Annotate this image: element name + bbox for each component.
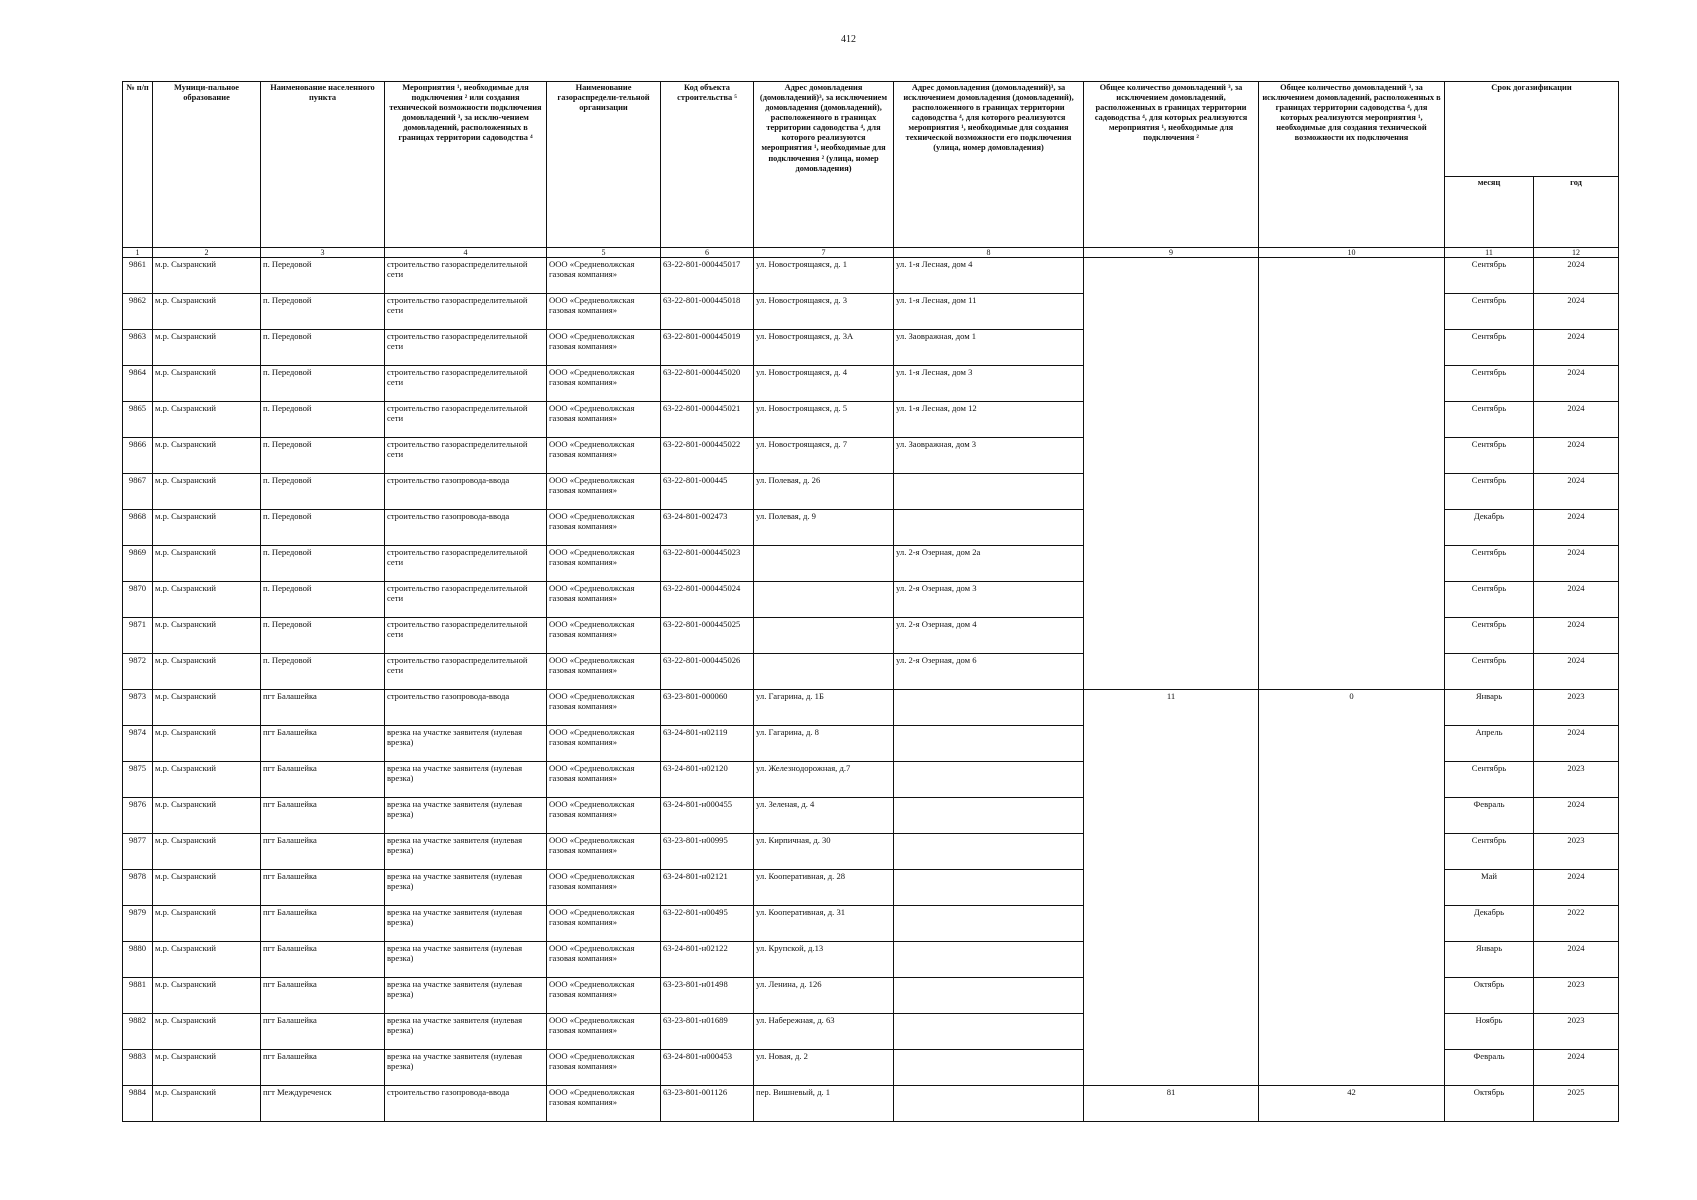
header-gas-org: Наименование газораспредели-тельной организации <box>547 82 661 248</box>
count-connection-cell <box>1084 258 1259 690</box>
object-code-cell: 63-22-801-000445022 <box>661 438 754 474</box>
address-tech-cell: ул. Заовражная, дом 3 <box>894 438 1084 474</box>
month-cell: Сентябрь <box>1445 330 1534 366</box>
year-cell: 2023 <box>1534 834 1619 870</box>
year-cell: 2024 <box>1534 330 1619 366</box>
address-connection-cell: ул. Новостроящаяся, д. 5 <box>754 402 894 438</box>
municipality-cell: м.р. Сызранский <box>153 474 261 510</box>
object-code-cell: 63-23-801-н01689 <box>661 1014 754 1050</box>
municipality-cell: м.р. Сызранский <box>153 330 261 366</box>
address-connection-cell: ул. Ленина, д. 126 <box>754 978 894 1014</box>
year-cell: 2023 <box>1534 978 1619 1014</box>
year-cell: 2024 <box>1534 942 1619 978</box>
header-month: месяц <box>1445 177 1534 248</box>
column-number-row <box>123 248 1619 258</box>
gas-org-cell: ООО «Средневолжская газовая компания» <box>547 1086 661 1122</box>
address-connection-cell: ул. Новостроящаяся, д. 3 <box>754 294 894 330</box>
object-code-cell: 63-22-801-000445 <box>661 474 754 510</box>
settlement-cell: п. Передовой <box>261 438 385 474</box>
gas-org-cell: ООО «Средневолжская газовая компания» <box>547 618 661 654</box>
object-code-cell: 63-22-801-000445019 <box>661 330 754 366</box>
column-number: 2 <box>153 248 261 258</box>
month-cell: Сентябрь <box>1445 834 1534 870</box>
event-cell: врезка на участке заявителя (нулевая врезка) <box>385 1014 547 1050</box>
row-number: 9871 <box>123 618 153 654</box>
object-code-cell: 63-22-801-000445024 <box>661 582 754 618</box>
event-cell: строительство газораспределительной сети <box>385 618 547 654</box>
year-cell: 2024 <box>1534 294 1619 330</box>
column-number: 7 <box>754 248 894 258</box>
gas-org-cell: ООО «Средневолжская газовая компания» <box>547 798 661 834</box>
address-tech-cell <box>894 690 1084 726</box>
municipality-cell: м.р. Сызранский <box>153 258 261 294</box>
settlement-cell: пгт Балашейка <box>261 1050 385 1086</box>
object-code-cell: 63-24-801-н02121 <box>661 870 754 906</box>
gas-org-cell: ООО «Средневолжская газовая компания» <box>547 294 661 330</box>
gas-org-cell: ООО «Средневолжская газовая компания» <box>547 510 661 546</box>
year-cell: 2024 <box>1534 582 1619 618</box>
row-number: 9869 <box>123 546 153 582</box>
page-number: 412 <box>841 34 856 45</box>
month-cell: Сентябрь <box>1445 294 1534 330</box>
count-tech-cell <box>1259 258 1445 690</box>
year-cell: 2023 <box>1534 690 1619 726</box>
row-number: 9863 <box>123 330 153 366</box>
municipality-cell: м.р. Сызранский <box>153 762 261 798</box>
row-number: 9872 <box>123 654 153 690</box>
gas-org-cell: ООО «Средневолжская газовая компания» <box>547 942 661 978</box>
column-number: 1 <box>123 248 153 258</box>
row-number: 9862 <box>123 294 153 330</box>
row-number: 9868 <box>123 510 153 546</box>
gas-org-cell: ООО «Средневолжская газовая компания» <box>547 762 661 798</box>
row-number: 9870 <box>123 582 153 618</box>
gas-org-cell: ООО «Средневолжская газовая компания» <box>547 726 661 762</box>
gasification-table <box>122 81 1619 1122</box>
month-cell: Апрель <box>1445 726 1534 762</box>
event-cell: строительство газораспределительной сети <box>385 654 547 690</box>
header-year: год <box>1534 177 1619 248</box>
municipality-cell: м.р. Сызранский <box>153 402 261 438</box>
gas-org-cell: ООО «Средневолжская газовая компания» <box>547 258 661 294</box>
address-connection-cell: ул. Гагарина, д. 8 <box>754 726 894 762</box>
address-connection-cell <box>754 618 894 654</box>
row-number: 9864 <box>123 366 153 402</box>
event-cell: строительство газораспределительной сети <box>385 546 547 582</box>
municipality-cell: м.р. Сызранский <box>153 1050 261 1086</box>
address-connection-cell: пер. Вишневый, д. 1 <box>754 1086 894 1122</box>
event-cell: строительство газопровода-ввода <box>385 690 547 726</box>
municipality-cell: м.р. Сызранский <box>153 1086 261 1122</box>
settlement-cell: пгт Балашейка <box>261 690 385 726</box>
settlement-cell: п. Передовой <box>261 546 385 582</box>
municipality-cell: м.р. Сызранский <box>153 726 261 762</box>
address-connection-cell: ул. Набережная, д. 63 <box>754 1014 894 1050</box>
event-cell: строительство газораспределительной сети <box>385 258 547 294</box>
row-number: 9877 <box>123 834 153 870</box>
object-code-cell: 63-22-801-000445018 <box>661 294 754 330</box>
gas-org-cell: ООО «Средневолжская газовая компания» <box>547 474 661 510</box>
address-tech-cell: ул. 1-я Лесная, дом 12 <box>894 402 1084 438</box>
year-cell: 2023 <box>1534 762 1619 798</box>
column-number: 8 <box>894 248 1084 258</box>
municipality-cell: м.р. Сызранский <box>153 690 261 726</box>
municipality-cell: м.р. Сызранский <box>153 942 261 978</box>
address-connection-cell: ул. Кооперативная, д. 31 <box>754 906 894 942</box>
object-code-cell: 63-22-801-000445017 <box>661 258 754 294</box>
address-connection-cell: ул. Новостроящаяся, д. 7 <box>754 438 894 474</box>
municipality-cell: м.р. Сызранский <box>153 798 261 834</box>
header-address-connection: Адрес домовладения (домовладений)³, за исключением домовладения (домовладений), расположенного в границах территории садоводства ⁴, для которого реализуются мероприятия ¹, необходимые для подключения ² (улица, номер домовладения) <box>754 82 894 248</box>
municipality-cell: м.р. Сызранский <box>153 366 261 402</box>
year-cell: 2024 <box>1534 726 1619 762</box>
gas-org-cell: ООО «Средневолжская газовая компания» <box>547 438 661 474</box>
column-number: 10 <box>1259 248 1445 258</box>
gas-org-cell: ООО «Средневолжская газовая компания» <box>547 978 661 1014</box>
address-tech-cell: ул. 2-я Озерная, дом 2а <box>894 546 1084 582</box>
address-tech-cell <box>894 1086 1084 1122</box>
address-tech-cell <box>894 474 1084 510</box>
row-number: 9880 <box>123 942 153 978</box>
event-cell: врезка на участке заявителя (нулевая врезка) <box>385 726 547 762</box>
month-cell: Январь <box>1445 942 1534 978</box>
header-count-connection: Общее количество домовладений ³, за исключением домовладений, расположенных в границах территории садоводства ⁴, для которых реализуются мероприятия ¹, необходимые для подключения ² <box>1084 82 1259 248</box>
municipality-cell: м.р. Сызранский <box>153 906 261 942</box>
settlement-cell: п. Передовой <box>261 654 385 690</box>
row-number: 9882 <box>123 1014 153 1050</box>
month-cell: Сентябрь <box>1445 402 1534 438</box>
address-tech-cell <box>894 870 1084 906</box>
year-cell: 2023 <box>1534 1014 1619 1050</box>
month-cell: Февраль <box>1445 798 1534 834</box>
month-cell: Сентябрь <box>1445 654 1534 690</box>
year-cell: 2024 <box>1534 402 1619 438</box>
column-number: 3 <box>261 248 385 258</box>
address-connection-cell: ул. Кооперативная, д. 28 <box>754 870 894 906</box>
column-number: 12 <box>1534 248 1619 258</box>
event-cell: строительство газопровода-ввода <box>385 510 547 546</box>
municipality-cell: м.р. Сызранский <box>153 1014 261 1050</box>
address-connection-cell: ул. Новостроящаяся, д. 3А <box>754 330 894 366</box>
event-cell: врезка на участке заявителя (нулевая врезка) <box>385 762 547 798</box>
address-tech-cell <box>894 906 1084 942</box>
month-cell: Январь <box>1445 690 1534 726</box>
table-body <box>123 258 1619 1122</box>
address-connection-cell <box>754 654 894 690</box>
year-cell: 2025 <box>1534 1086 1619 1122</box>
event-cell: врезка на участке заявителя (нулевая врезка) <box>385 978 547 1014</box>
settlement-cell: п. Передовой <box>261 402 385 438</box>
event-cell: строительство газораспределительной сети <box>385 330 547 366</box>
object-code-cell: 63-24-801-н000453 <box>661 1050 754 1086</box>
row-number: 9867 <box>123 474 153 510</box>
object-code-cell: 63-23-801-001126 <box>661 1086 754 1122</box>
month-cell: Октябрь <box>1445 1086 1534 1122</box>
year-cell: 2022 <box>1534 906 1619 942</box>
address-tech-cell <box>894 1050 1084 1086</box>
column-number: 4 <box>385 248 547 258</box>
header-municipality: Муници-пальное образование <box>153 82 261 248</box>
row-number: 9865 <box>123 402 153 438</box>
row-number: 9861 <box>123 258 153 294</box>
year-cell: 2024 <box>1534 258 1619 294</box>
object-code-cell: 63-24-801-н000455 <box>661 798 754 834</box>
gas-org-cell: ООО «Средневолжская газовая компания» <box>547 366 661 402</box>
address-tech-cell: ул. Заовражная, дом 1 <box>894 330 1084 366</box>
settlement-cell: пгт Балашейка <box>261 978 385 1014</box>
year-cell: 2024 <box>1534 510 1619 546</box>
settlement-cell: пгт Балашейка <box>261 942 385 978</box>
event-cell: врезка на участке заявителя (нулевая врезка) <box>385 870 547 906</box>
municipality-cell: м.р. Сызранский <box>153 294 261 330</box>
row-number: 9879 <box>123 906 153 942</box>
address-tech-cell: ул. 1-я Лесная, дом 4 <box>894 258 1084 294</box>
event-cell: строительство газораспределительной сети <box>385 582 547 618</box>
object-code-cell: 63-22-801-000445021 <box>661 402 754 438</box>
month-cell: Сентябрь <box>1445 438 1534 474</box>
event-cell: строительство газораспределительной сети <box>385 366 547 402</box>
object-code-cell: 63-22-801-000445025 <box>661 618 754 654</box>
settlement-cell: п. Передовой <box>261 366 385 402</box>
address-connection-cell: ул. Железнодорожная, д.7 <box>754 762 894 798</box>
settlement-cell: пгт Балашейка <box>261 870 385 906</box>
address-tech-cell <box>894 942 1084 978</box>
count-connection-cell: 81 <box>1084 1086 1259 1122</box>
month-cell: Ноябрь <box>1445 1014 1534 1050</box>
event-cell: строительство газопровода-ввода <box>385 474 547 510</box>
settlement-cell: пгт Балашейка <box>261 798 385 834</box>
address-tech-cell <box>894 834 1084 870</box>
month-cell: Сентябрь <box>1445 762 1534 798</box>
header-object-code: Код объекта строительства ⁵ <box>661 82 754 248</box>
event-cell: строительство газораспределительной сети <box>385 294 547 330</box>
year-cell: 2024 <box>1534 1050 1619 1086</box>
address-connection-cell: ул. Полевая, д. 9 <box>754 510 894 546</box>
count-tech-cell: 42 <box>1259 1086 1445 1122</box>
municipality-cell: м.р. Сызранский <box>153 618 261 654</box>
gas-org-cell: ООО «Средневолжская газовая компания» <box>547 906 661 942</box>
municipality-cell: м.р. Сызранский <box>153 870 261 906</box>
month-cell: Октябрь <box>1445 978 1534 1014</box>
address-tech-cell: ул. 1-я Лесная, дом 11 <box>894 294 1084 330</box>
settlement-cell: пгт Балашейка <box>261 726 385 762</box>
column-number: 6 <box>661 248 754 258</box>
settlement-cell: пгт Междуреченск <box>261 1086 385 1122</box>
address-tech-cell <box>894 510 1084 546</box>
object-code-cell: 63-23-801-н01498 <box>661 978 754 1014</box>
municipality-cell: м.р. Сызранский <box>153 438 261 474</box>
row-number: 9884 <box>123 1086 153 1122</box>
table-row <box>123 1086 1619 1122</box>
settlement-cell: пгт Балашейка <box>261 762 385 798</box>
gas-org-cell: ООО «Средневолжская газовая компания» <box>547 1014 661 1050</box>
column-number: 11 <box>1445 248 1534 258</box>
row-number: 9875 <box>123 762 153 798</box>
address-tech-cell: ул. 2-я Озерная, дом 4 <box>894 618 1084 654</box>
address-tech-cell <box>894 726 1084 762</box>
object-code-cell: 63-24-801-н02119 <box>661 726 754 762</box>
municipality-cell: м.р. Сызранский <box>153 978 261 1014</box>
address-tech-cell <box>894 1014 1084 1050</box>
year-cell: 2024 <box>1534 798 1619 834</box>
row-number: 9883 <box>123 1050 153 1086</box>
settlement-cell: пгт Балашейка <box>261 834 385 870</box>
event-cell: врезка на участке заявителя (нулевая врезка) <box>385 834 547 870</box>
gas-org-cell: ООО «Средневолжская газовая компания» <box>547 582 661 618</box>
year-cell: 2024 <box>1534 438 1619 474</box>
settlement-cell: п. Передовой <box>261 474 385 510</box>
address-connection-cell: ул. Новостроящаяся, д. 1 <box>754 258 894 294</box>
event-cell: врезка на участке заявителя (нулевая врезка) <box>385 942 547 978</box>
address-tech-cell: ул. 2-я Озерная, дом 6 <box>894 654 1084 690</box>
address-connection-cell: ул. Кирпичная, д. 30 <box>754 834 894 870</box>
event-cell: врезка на участке заявителя (нулевая врезка) <box>385 1050 547 1086</box>
object-code-cell: 63-22-801-000445020 <box>661 366 754 402</box>
address-connection-cell <box>754 546 894 582</box>
address-tech-cell: ул. 2-я Озерная, дом 3 <box>894 582 1084 618</box>
row-number: 9881 <box>123 978 153 1014</box>
month-cell: Сентябрь <box>1445 582 1534 618</box>
event-cell: врезка на участке заявителя (нулевая врезка) <box>385 906 547 942</box>
address-tech-cell <box>894 978 1084 1014</box>
gas-org-cell: ООО «Средневолжская газовая компания» <box>547 330 661 366</box>
settlement-cell: п. Передовой <box>261 618 385 654</box>
year-cell: 2024 <box>1534 618 1619 654</box>
year-cell: 2024 <box>1534 654 1619 690</box>
gas-org-cell: ООО «Средневолжская газовая компания» <box>547 690 661 726</box>
count-connection-cell: 11 <box>1084 690 1259 1086</box>
month-cell: Сентябрь <box>1445 366 1534 402</box>
event-cell: строительство газораспределительной сети <box>385 402 547 438</box>
event-cell: строительство газораспределительной сети <box>385 438 547 474</box>
object-code-cell: 63-23-801-н00995 <box>661 834 754 870</box>
settlement-cell: п. Передовой <box>261 582 385 618</box>
municipality-cell: м.р. Сызранский <box>153 510 261 546</box>
month-cell: Декабрь <box>1445 906 1534 942</box>
row-number: 9878 <box>123 870 153 906</box>
address-tech-cell <box>894 762 1084 798</box>
month-cell: Сентябрь <box>1445 258 1534 294</box>
year-cell: 2024 <box>1534 366 1619 402</box>
municipality-cell: м.р. Сызранский <box>153 654 261 690</box>
header-settlement: Наименование населенного пункта <box>261 82 385 248</box>
month-cell: Сентябрь <box>1445 474 1534 510</box>
header-number: № п/п <box>123 82 153 248</box>
object-code-cell: 63-22-801-000445026 <box>661 654 754 690</box>
address-connection-cell: ул. Зеленая, д. 4 <box>754 798 894 834</box>
gas-org-cell: ООО «Средневолжская газовая компания» <box>547 654 661 690</box>
address-connection-cell: ул. Крупской, д.13 <box>754 942 894 978</box>
header-event: Мероприятия ¹, необходимые для подключения ² или создания технической возможности подключения домовладений ³, за исклю-чением домовладений, расположенных в границах территории садоводства ⁴ <box>385 82 547 248</box>
table-row <box>123 258 1619 294</box>
gas-org-cell: ООО «Средневолжская газовая компания» <box>547 1050 661 1086</box>
row-number: 9876 <box>123 798 153 834</box>
year-cell: 2024 <box>1534 474 1619 510</box>
address-connection-cell <box>754 582 894 618</box>
address-connection-cell: ул. Полевая, д. 26 <box>754 474 894 510</box>
gas-org-cell: ООО «Средневолжская газовая компания» <box>547 870 661 906</box>
address-connection-cell: ул. Новая, д. 2 <box>754 1050 894 1086</box>
address-tech-cell: ул. 1-я Лесная, дом 3 <box>894 366 1084 402</box>
address-tech-cell <box>894 798 1084 834</box>
header-address-tech: Адрес домовладения (домовладений)³, за исключением домовладения (домовладений), расположенного в границах территории садоводства ⁴, для которого реализуются мероприятия ¹, необходимые для создания технической возможности его подключения (улица, номер домовладения) <box>894 82 1084 248</box>
year-cell: 2024 <box>1534 870 1619 906</box>
object-code-cell: 63-23-801-000060 <box>661 690 754 726</box>
gas-org-cell: ООО «Средневолжская газовая компания» <box>547 834 661 870</box>
month-cell: Май <box>1445 870 1534 906</box>
settlement-cell: пгт Балашейка <box>261 1014 385 1050</box>
object-code-cell: 63-24-801-н02120 <box>661 762 754 798</box>
row-number: 9874 <box>123 726 153 762</box>
object-code-cell: 63-22-801-н00495 <box>661 906 754 942</box>
month-cell: Сентябрь <box>1445 618 1534 654</box>
settlement-cell: п. Передовой <box>261 510 385 546</box>
column-number: 9 <box>1084 248 1259 258</box>
municipality-cell: м.р. Сызранский <box>153 582 261 618</box>
column-number: 5 <box>547 248 661 258</box>
object-code-cell: 63-24-801-002473 <box>661 510 754 546</box>
row-number: 9866 <box>123 438 153 474</box>
gas-org-cell: ООО «Средневолжская газовая компания» <box>547 402 661 438</box>
event-cell: строительство газопровода-ввода <box>385 1086 547 1122</box>
month-cell: Декабрь <box>1445 510 1534 546</box>
month-cell: Сентябрь <box>1445 546 1534 582</box>
address-connection-cell: ул. Гагарина, д. 1Б <box>754 690 894 726</box>
gas-org-cell: ООО «Средневолжская газовая компания» <box>547 546 661 582</box>
address-connection-cell: ул. Новостроящаяся, д. 4 <box>754 366 894 402</box>
header-deadline: Срок догазификации <box>1445 82 1619 177</box>
count-tech-cell: 0 <box>1259 690 1445 1086</box>
settlement-cell: пгт Балашейка <box>261 906 385 942</box>
municipality-cell: м.р. Сызранский <box>153 834 261 870</box>
header-count-tech: Общее количество домовладений ³, за исключением домовладений, расположенных в границах территории садоводства ⁴, для которых реализуются мероприятия ¹, необходимые для создания технической возможности их подключения <box>1259 82 1445 248</box>
settlement-cell: п. Передовой <box>261 294 385 330</box>
municipality-cell: м.р. Сызранский <box>153 546 261 582</box>
year-cell: 2024 <box>1534 546 1619 582</box>
object-code-cell: 63-22-801-000445023 <box>661 546 754 582</box>
row-number: 9873 <box>123 690 153 726</box>
settlement-cell: п. Передовой <box>261 258 385 294</box>
event-cell: врезка на участке заявителя (нулевая врезка) <box>385 798 547 834</box>
month-cell: Февраль <box>1445 1050 1534 1086</box>
table-row <box>123 690 1619 726</box>
object-code-cell: 63-24-801-н02122 <box>661 942 754 978</box>
settlement-cell: п. Передовой <box>261 330 385 366</box>
